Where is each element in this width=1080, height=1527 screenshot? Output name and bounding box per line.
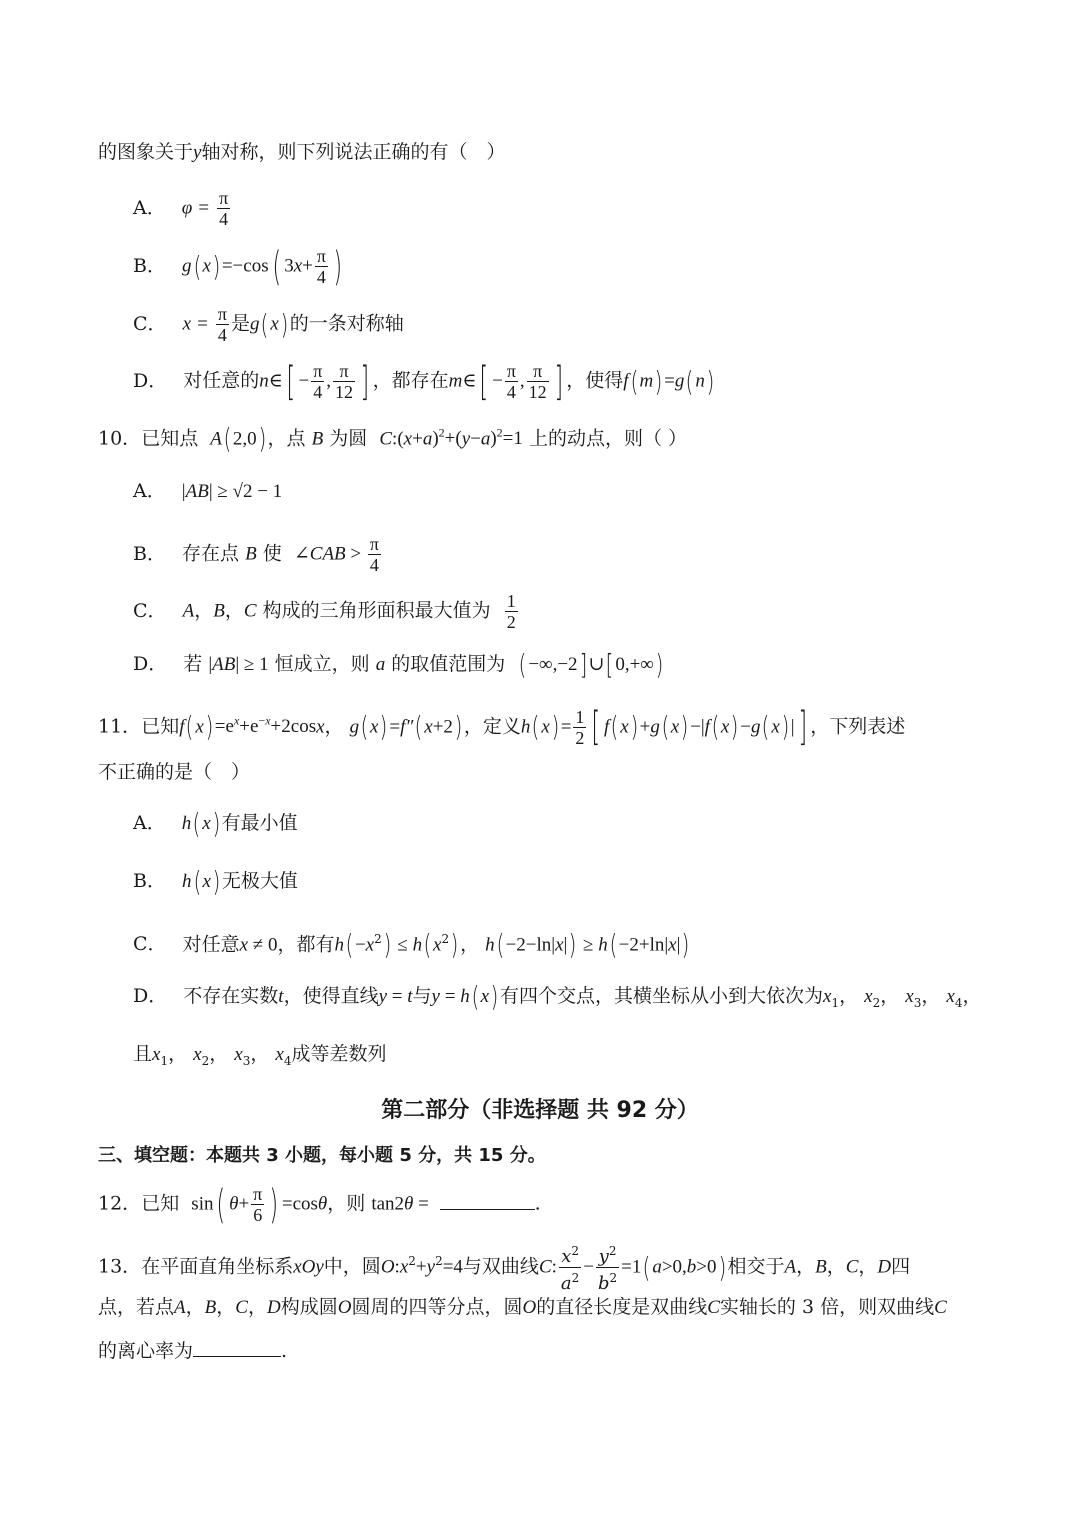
q9-option-c: C． x = $\frac{\pi}{4}$ 是g(x)的一条对称轴 bbox=[133, 304, 404, 345]
question-number: 11． bbox=[98, 715, 142, 738]
q11-stem-line2: 不正确的是（ ） bbox=[98, 761, 251, 783]
option-label: C． bbox=[133, 599, 167, 622]
q11-option-c: C． 对任意x ≠ 0，都有$h(-x^2) \le h(x^2)$， h(−2−ln|x|) ≥ h(−2+ln|x|) bbox=[133, 928, 690, 962]
q11-option-b: B． h(x)无极大值 bbox=[133, 865, 298, 898]
question-number: 10． bbox=[98, 427, 142, 450]
q9-option-d: D． 对任意的n∈[ − $\frac{\pi}{4}$ , $\frac{\pi}{12}$ ] ，都存在m∈[ − $\frac{\pi}{4}$ , $\frac{\pi}{12}$ ] ，使得f(m)=g(n) bbox=[133, 358, 715, 405]
intro-line bbox=[98, 137, 505, 168]
intro-text-post: 轴对称，则下列说法正确的有（ ） bbox=[201, 141, 506, 163]
option-label: D． bbox=[133, 985, 168, 1007]
question-number: 12． bbox=[98, 1192, 142, 1215]
option-label: B． bbox=[133, 254, 166, 277]
q10-option-c: C． A，B，C 构成的三角形面积最大值为 $\frac{1}{2}$ bbox=[133, 591, 516, 632]
answer-blank[interactable] bbox=[193, 1336, 281, 1357]
question-number: 13． bbox=[98, 1255, 142, 1278]
option-label: D． bbox=[133, 653, 168, 675]
part-two-title: 第二部分（非选择题 共 92 分） bbox=[381, 1098, 699, 1123]
option-label: D． bbox=[133, 369, 168, 392]
q12-stem: 12．已知 sin( θ+ $\frac{\pi}{6}$ ) =cosθ，则 tan2θ = . bbox=[98, 1181, 541, 1228]
q11-option-a: A． h(x)有最小值 bbox=[133, 807, 298, 840]
q10-option-a: A． |AB| ≥ √2 − 1 bbox=[133, 476, 282, 507]
option-label: B． bbox=[133, 542, 166, 565]
q13-line3: 的离心率为 . bbox=[98, 1336, 287, 1366]
option-label: A． bbox=[133, 480, 166, 502]
q10-option-d: D． 若 |AB| ≥ 1 恒成立，则 a 的取值范围为 (−∞,−2]∪[0,+∞) bbox=[133, 648, 664, 681]
option-label: C． bbox=[133, 312, 167, 335]
q10-option-b: B． 存在点 B 使 ∠CAB > $\frac{\pi}{4}$ bbox=[133, 534, 379, 575]
q11-stem: 11．已知$f(x)=e^x+e^{-x}+2\cos x$， g(x)=f″(x+2)，定义h(x)= $\frac{1}{2}$ [ f(x)+g(x)−|f(x)−g(x)|] ，下列表述 bbox=[98, 704, 906, 751]
option-label: A． bbox=[133, 196, 166, 219]
q10-stem: 10．已知点 A(2,0)，点 B 为圆 $C:(x+a)^2+(y-a)^2=1$ 上的动点，则（ ） bbox=[98, 422, 687, 456]
answer-blank[interactable] bbox=[440, 1189, 535, 1210]
intro-var: y bbox=[193, 142, 202, 163]
q11-option-d: D． 不存在实数t，使得直线y = t与y = h(x)有四个交点，其横坐标从小到大依次为$x_1$， $x_2$， $x_3$， $x_4$， bbox=[133, 980, 982, 1013]
q13-line2: 点，若点A，B，C，D构成圆O圆周的四等分点，圆O的直径长度是双曲线C实轴长的 3 倍，则双曲线C bbox=[98, 1296, 947, 1318]
q9-option-b: B． g(x)=−cos( 3x+ $\frac{\pi}{4}$ ) bbox=[133, 243, 343, 290]
intro-text: 的图象关于 bbox=[98, 141, 194, 163]
q9-option-a: A． φ = $\frac{\pi}{4}$ bbox=[133, 188, 229, 229]
q13-stem: 13．在平面直角坐标系xOy中，圆$O:x^2+y^2=4$与双曲线C: $\frac{x^2}{a^2}$ − $\frac{y^2}{b^2}$ =1(a>0,b>0)相交于A，B，C，D四 bbox=[98, 1241, 910, 1294]
option-label: C． bbox=[133, 933, 167, 956]
option-label: B． bbox=[133, 870, 166, 892]
option-label: A． bbox=[133, 812, 166, 834]
section-three-title: 三、填空题：本题共 3 小题，每小题 5 分，共 15 分。 bbox=[98, 1145, 546, 1166]
q11-option-d-line2: 且$x_1$， $x_2$， $x_3$， $x_4$成等差数列 bbox=[133, 1043, 387, 1068]
fraction: $\frac{\pi}{4}$ bbox=[219, 188, 229, 229]
